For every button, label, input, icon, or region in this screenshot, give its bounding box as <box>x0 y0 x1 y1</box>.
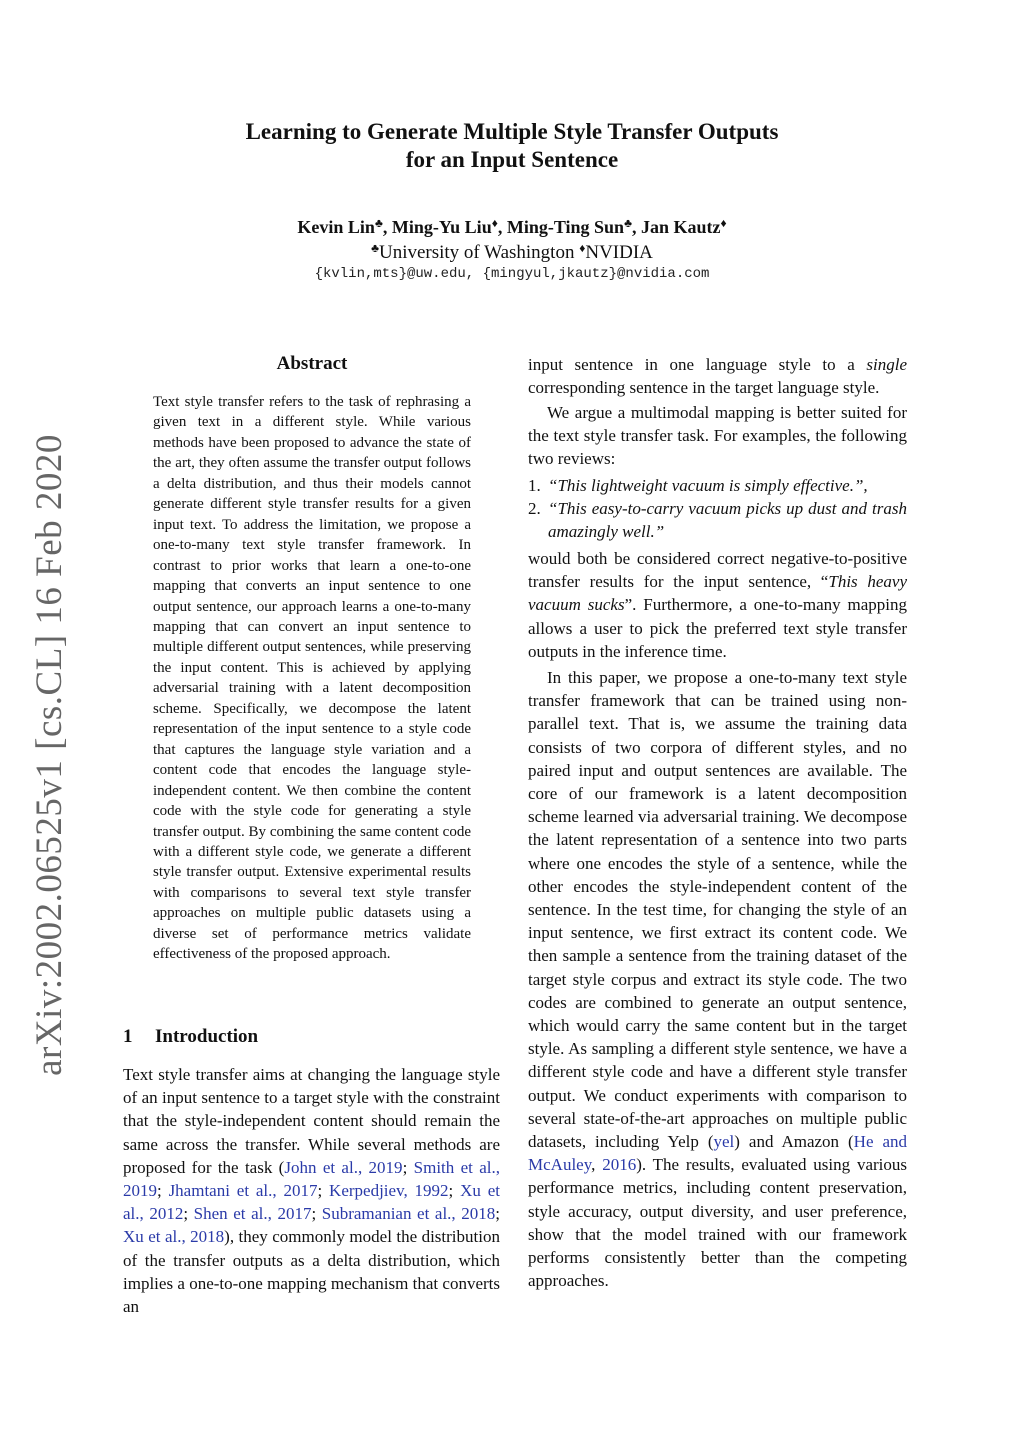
citation-link[interactable]: Jhamtani et al., 2017 <box>168 1181 318 1201</box>
emphasis-text: This heavy vacuum sucks <box>528 572 907 615</box>
body-text: would both be considered correct negative-to-positive transfer results for the input sentence, “ <box>528 549 907 592</box>
citation-link[interactable]: Xu et al., 2012 <box>123 1181 500 1224</box>
body-text: ). The results, evaluated using various performance metrics, including content preservation, style accuracy, output diversity, and user preference, show that the model trained with our framework performs consistently better than the competing approaches. <box>528 1155 907 1291</box>
author-emails: {kvlin,mts}@uw.edu, {mingyul,jkautz}@nvidia.com <box>314 266 710 282</box>
right-paragraph-4: In this paper, we propose a one-to-many text style transfer framework that can be trained using non-parallel text. That is, we assume the training data consists of two corpora of different styles, and no paired input and output sentences are available. The core of our framework is a latent decomposition scheme learned via adversarial training. We decompose the latent representation of a sentence into two parts where one encodes the style of a sentence, while the other encodes the style-independent content of the sentence. In the test time, for changing the style of an input sentence, we first extract its content code. We then sample a sentence from the training dataset of the target style corpus and extract its style code. The two codes are combined to generate an output sentence, which would carry the same content but in the target style. As sampling a different style sentence, we have a different style code and have a different style transfer output. We conduct experiments with comparison to several state-of-the-art approaches on multiple public datasets, including Yelp (yel) and Amazon (He and McAuley, 2016). The results, evaluated using various performance metrics, including content preservation, style accuracy, output diversity, and user preference, show that the model trained with our framework performs consistently better than the competing approaches. <box>528 668 907 1291</box>
author-name: Ming-Ting Sun <box>506 217 625 237</box>
title-line-1: Learning to Generate Multiple Style Transfer Outputs <box>245 119 779 144</box>
club-mark: ♣ <box>371 241 379 255</box>
review-list <box>528 474 907 544</box>
diamond-mark: ♦ <box>579 241 586 255</box>
intro-text: Text style transfer aims at changing the language style of an input sentence to a target style with the constraint that the style-independent content should remain the same across the transfer. While several methods are proposed for the task ( <box>123 1065 500 1177</box>
body-text: input sentence in one language style to a <box>528 355 867 374</box>
author-name: Kevin Lin <box>297 217 375 237</box>
arxiv-identifier: arXiv:2002.06525v1 [cs.CL] 16 Feb 2020 <box>29 434 70 1076</box>
body-text: ) and Amazon ( <box>734 1132 854 1152</box>
citation-link[interactable]: Subramanian et al., 2018 <box>321 1204 496 1224</box>
section-heading <box>123 1025 258 1049</box>
right-paragraph-1 <box>528 353 907 399</box>
affiliation-nvidia: NVIDIA <box>585 242 653 263</box>
citation-link[interactable]: Xu et al., 2018 <box>123 1227 225 1247</box>
citation-link[interactable]: Kerpedjiev, 1992 <box>329 1181 449 1201</box>
body-text: In this paper, we propose a one-to-many text style transfer framework that can be trained using non-parallel text. That is, we assume the training data consists of two corpora of different styles, and no paired input and output sentences are available. The core of our framework is a latent decomposition scheme learned via adversarial training. We decompose the latent representation of a sentence into two parts where one encodes the style of a sentence, while the other encodes the style-independent content of the sentence. In the test time, for changing the style of an input sentence, we first extract its content code. We then sample a sentence from the training dataset of the target style corpus and extract its style code. The two codes are combined to generate an output sentence, which would carry the same content but in the target style. As sampling a different style sentence, we have a different style code and have a different style transfer output. We conduct experiments with comparison to several state-of-the-art approaches on multiple public datasets, including Yelp ( <box>528 668 907 1152</box>
abstract-text: Text style transfer refers to the task of rephrasing a given text in a different style. While various methods have been proposed to advance the state of the art, they often assume the transfer output follows a delta distribution, and thus their models cannot generate different style transfer results for a given input text. To address the limitation, we propose a one-to-many text style transfer framework. In contrast to prior works that learn a one-to-one mapping that converts an input sentence to one output sentence, our approach learns a one-to-many mapping that can convert an input sentence to multiple different output sentences, while preserving the input content. This is achieved by applying adversarial training with a latent decomposition scheme. Specifically, we decompose the latent representation of the input sentence to a style code that captures the language style variation and a content code that encodes the language style-independent content. We then combine the content code with the style code for generating a style transfer output. By combining the same content code with a different style code, we generate a different style transfer output. Extensive experimental results with comparisons to several text style transfer approaches on multiple public datasets using a diverse set of performance metrics validate effectiveness of the proposed approach. <box>153 394 471 963</box>
citation-link[interactable]: John et al., 2019 <box>284 1157 403 1177</box>
diamond-mark: ♦ <box>491 216 498 230</box>
intro-paragraph: Text style transfer aims at changing the language style of an input sentence to a target style with the constraint that the style-independent content should remain the same across the transfer. While several methods are proposed for the task (John et al., 2019; Smith et al., 2019; Jhamtani et al., 2017; Kerpedjiev, 1992; Xu et al., 2012; Shen et al., 2017; Subramanian et al., 2018; Xu et al., 2018), they commonly model the distribution of the transfer outputs as a delta distribution, which implies a one-to-one mapping mechanism that converts an <box>123 1065 500 1317</box>
section-title: Introduction <box>155 1026 259 1047</box>
citation-link[interactable]: Shen et al., 2017 <box>193 1204 312 1224</box>
citation-link[interactable]: yel <box>713 1132 735 1152</box>
right-paragraph-2: We argue a multimodal mapping is better suited for the text style transfer task. For examples, the following two reviews: <box>528 403 907 469</box>
author-name: Ming-Yu Liu <box>391 217 492 237</box>
club-mark: ♣ <box>624 216 632 230</box>
list-text: “This lightweight vacuum is simply effective.”, <box>548 476 868 495</box>
list-number: 2. <box>528 499 541 519</box>
list-number: 1. <box>528 476 541 495</box>
author-list: Kevin Lin♣, Ming-Yu Liu♦, Ming-Ting Sun♣, Jan Kautz♦ <box>297 216 727 237</box>
right-paragraph-3 <box>528 547 907 663</box>
review-list-item <box>528 497 907 543</box>
review-list-item <box>528 474 907 497</box>
diamond-mark: ♦ <box>720 216 727 230</box>
body-text: corresponding sentence in the target language style. <box>528 378 880 398</box>
citation-link[interactable]: Smith et al., 2019 <box>123 1157 500 1201</box>
citation-link[interactable]: 2016 <box>602 1155 637 1175</box>
emphasis-text: single <box>866 355 907 374</box>
paper-title <box>0 118 1024 174</box>
citation-link[interactable]: He and McAuley <box>528 1132 907 1175</box>
affiliation-uw: University of Washington <box>378 242 575 263</box>
body-text: ”. Furthermore, a one-to-many mapping allows a user to pick the preferred text style transfer outputs in the inference time. <box>528 595 907 661</box>
list-text: “This easy-to-carry vacuum picks up dust and trash amazingly well.” <box>548 499 907 542</box>
affiliations <box>0 236 1024 265</box>
intro-text: ), they commonly model the distribution of the transfer outputs as a delta distribution, which implies a one-to-one mapping mechanism that converts an <box>123 1227 500 1317</box>
author-name: Jan Kautz <box>640 217 721 237</box>
abstract-heading: Abstract <box>276 353 348 374</box>
section-number: 1 <box>123 1026 133 1047</box>
title-line-2: for an Input Sentence <box>405 147 619 172</box>
club-mark: ♣ <box>374 216 383 230</box>
